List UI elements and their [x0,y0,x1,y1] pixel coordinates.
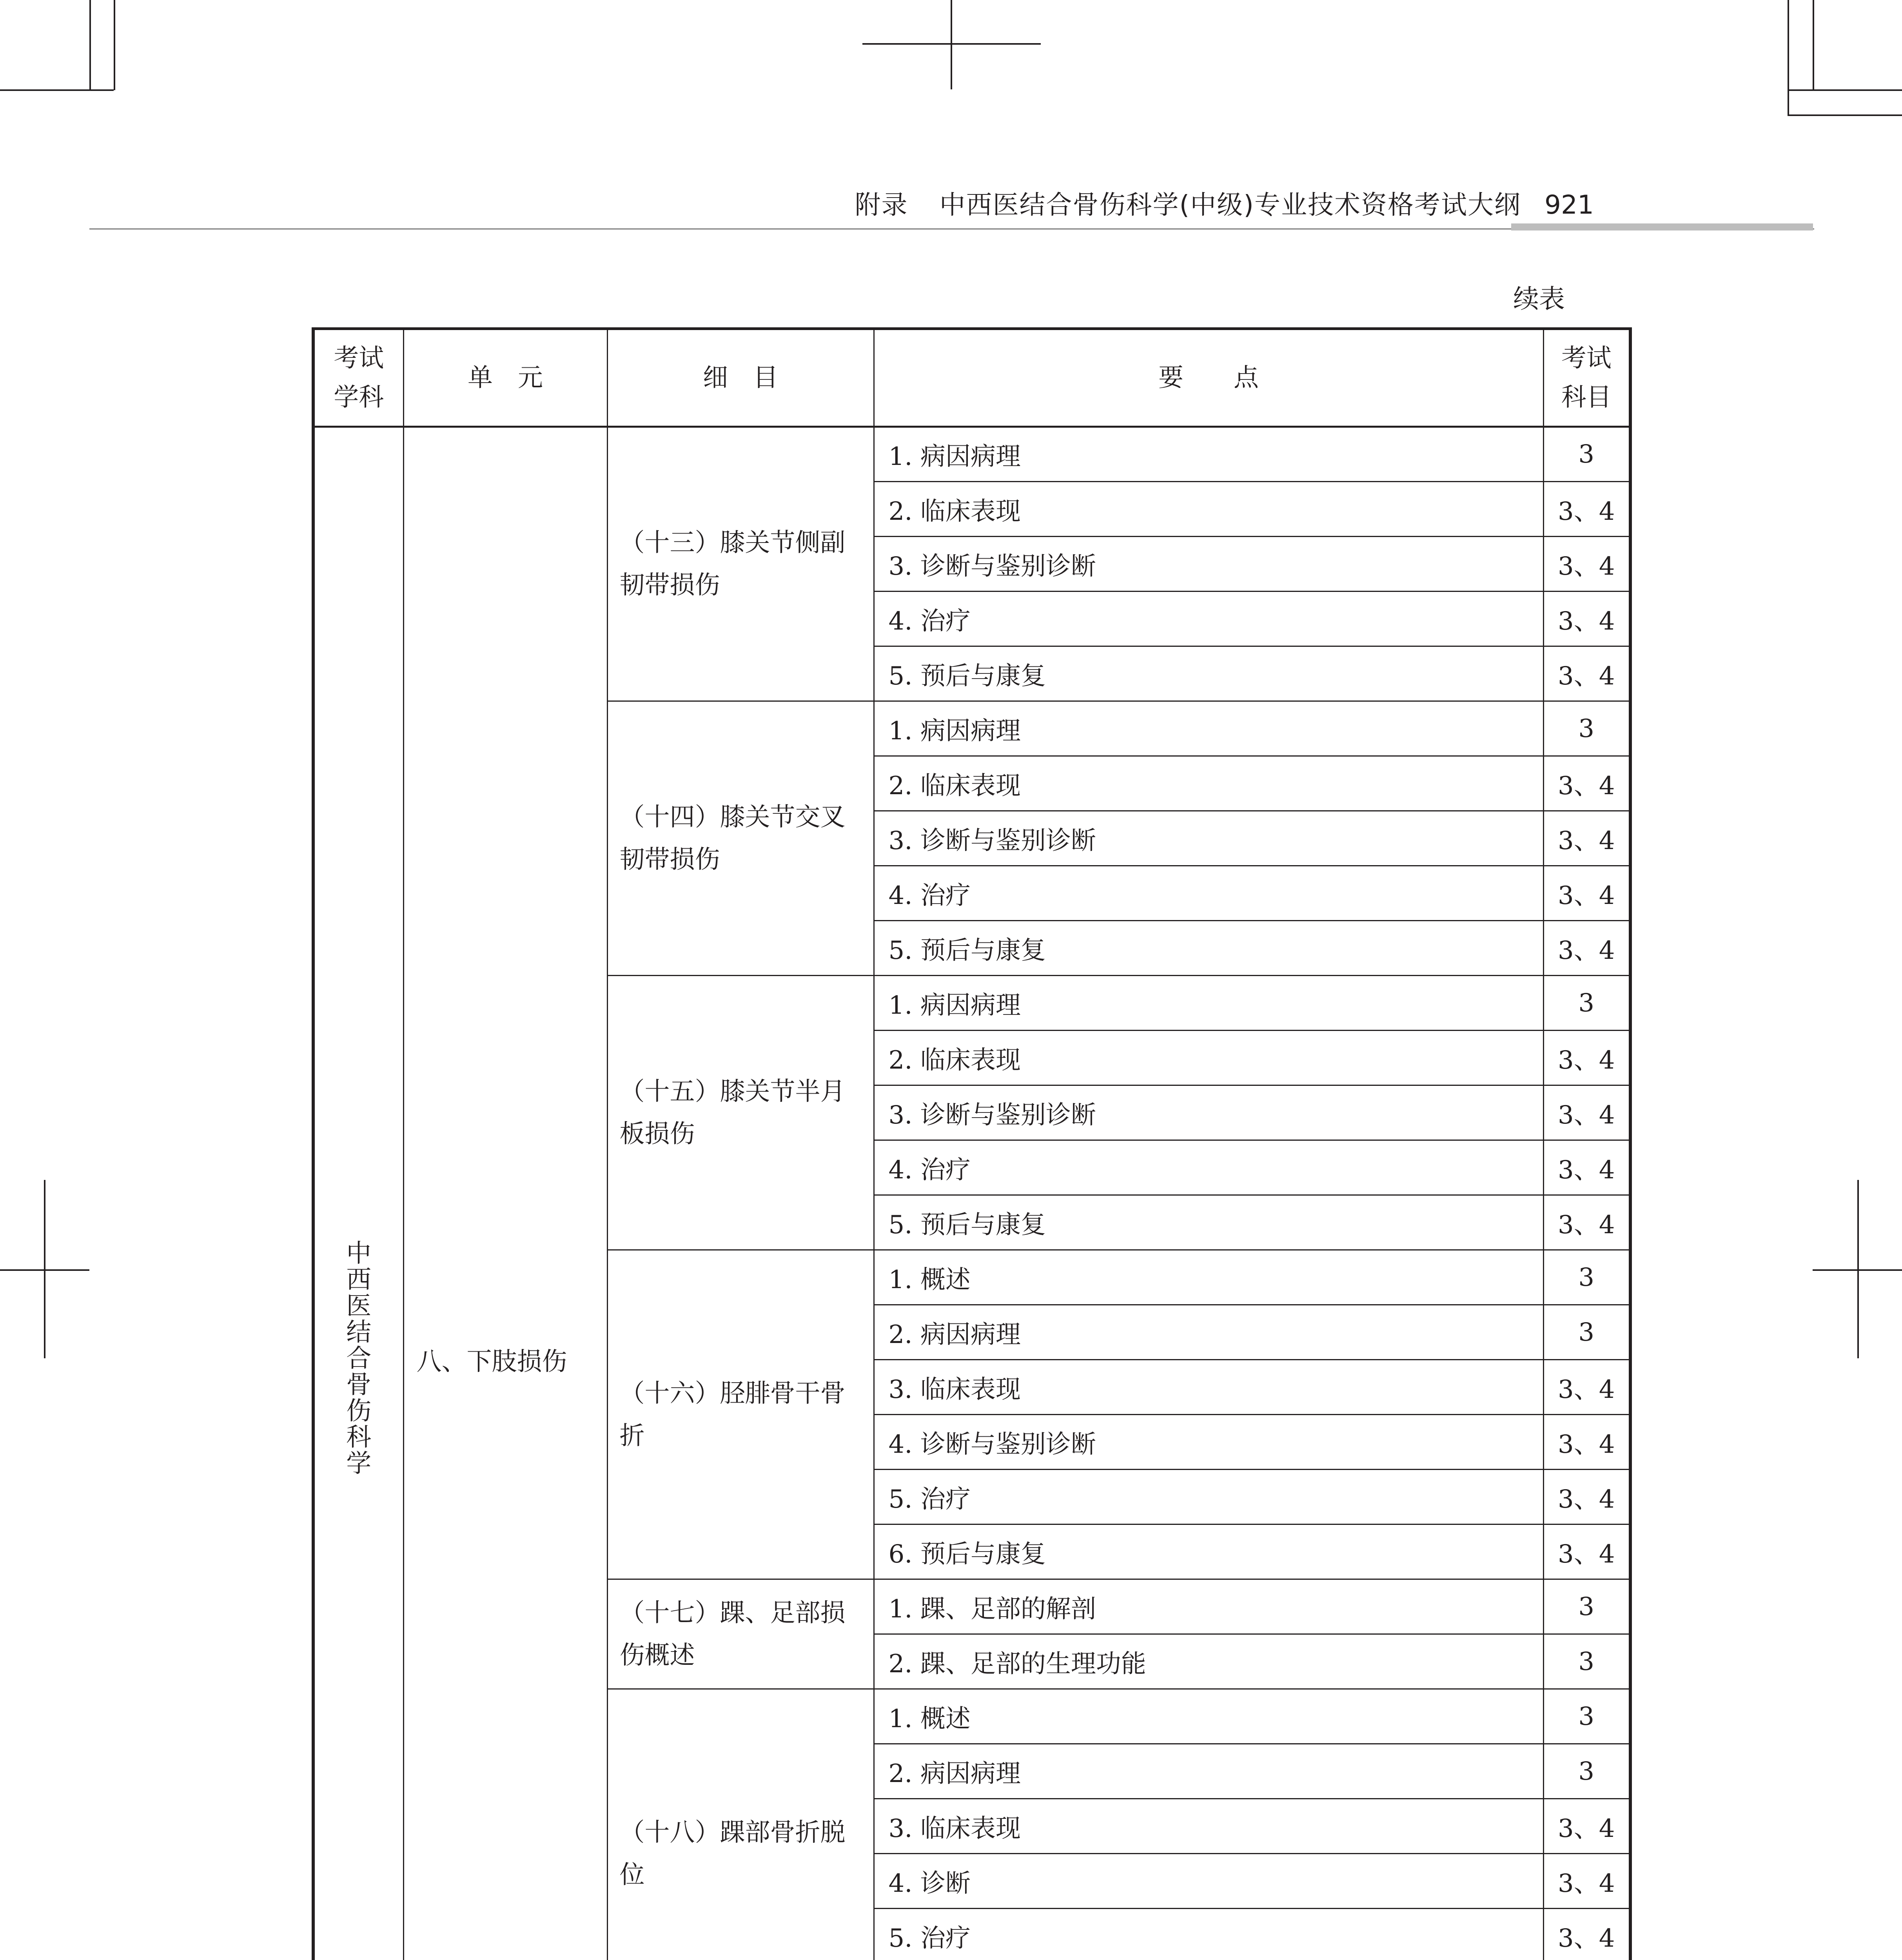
point-cell: 3. 诊断与鉴别诊断 [874,1085,1543,1140]
column-header-code [1543,329,1630,427]
table-row [313,427,1630,482]
point-cell: 4. 诊断 [874,1854,1543,1909]
exam-code-cell: 3、4 [1543,646,1630,701]
column-header-subject [313,329,403,427]
point-cell: 6. 预后与康复 [874,1524,1543,1579]
detail-cell: （十四）膝关节交叉韧带损伤 [607,701,874,976]
header-accent-bar [1511,223,1813,230]
point-cell: 5. 预后与康复 [874,646,1543,701]
point-cell: 4. 治疗 [874,592,1543,646]
point-cell: 4. 治疗 [874,1140,1543,1195]
point-cell: 5. 预后与康复 [874,1195,1543,1250]
column-header-point [874,329,1543,427]
point-cell: 2. 病因病理 [874,1305,1543,1360]
page-number: 921 [1544,190,1594,220]
registration-mark [862,43,1041,45]
point-cell: 2. 病因病理 [874,1744,1543,1799]
exam-code-cell: 3、4 [1543,866,1630,921]
column-header-detail [607,329,874,427]
point-cell: 4. 诊断与鉴别诊断 [874,1415,1543,1470]
column-header-label: 考试 学科 [334,344,384,412]
unit-cell: 八、下肢损伤 [403,427,607,1960]
registration-mark [0,1269,89,1271]
exam-code-cell: 3、4 [1543,1140,1630,1195]
detail-cell: （十三）膝关节侧副韧带损伤 [607,427,874,701]
exam-code-cell: 3 [1543,701,1630,756]
column-header-label: 细 目 [703,363,778,392]
point-cell: 2. 临床表现 [874,482,1543,537]
exam-code-cell: 3、4 [1543,1470,1630,1524]
table-header-row [313,329,1630,427]
syllabus-table [312,327,1632,1960]
exam-code-cell: 3 [1543,1634,1630,1689]
exam-code-cell: 3 [1543,976,1630,1031]
subject-name: 中西医结合骨伤科学 [346,1239,372,1478]
point-cell: 2. 临床表现 [874,756,1543,811]
point-cell: 2. 临床表现 [874,1031,1543,1085]
point-cell: 5. 预后与康复 [874,921,1543,976]
exam-code-cell: 3、4 [1543,1909,1630,1960]
crop-mark [89,0,91,90]
continued-label: 续表 [1513,284,1565,314]
point-cell: 1. 概述 [874,1689,1543,1744]
exam-code-cell: 3 [1543,1689,1630,1744]
subject-cell [313,427,403,1960]
exam-code-cell: 3、4 [1543,1085,1630,1140]
point-cell: 3. 诊断与鉴别诊断 [874,537,1543,592]
point-cell: 1. 概述 [874,1250,1543,1305]
exam-code-cell: 3、4 [1543,921,1630,976]
detail-cell: （十六）胫腓骨干骨折 [607,1250,874,1579]
point-cell: 3. 临床表现 [874,1360,1543,1415]
exam-code-cell: 3、4 [1543,1854,1630,1909]
header-title: 中西医结合骨伤科学(中级)专业技术资格考试大纲 [939,190,1521,220]
exam-code-cell: 3、4 [1543,592,1630,646]
crop-mark [0,89,114,91]
exam-code-cell: 3、4 [1543,1360,1630,1415]
detail-cell: （十五）膝关节半月板损伤 [607,976,874,1250]
exam-code-cell: 3、4 [1543,1524,1630,1579]
exam-code-cell: 3、4 [1543,1031,1630,1085]
exam-code-cell: 3 [1543,1305,1630,1360]
appendix-label: 附录 [855,190,908,220]
exam-code-cell: 3、4 [1543,482,1630,537]
exam-code-cell: 3、4 [1543,1415,1630,1470]
exam-code-cell: 3、4 [1543,1195,1630,1250]
column-header-label: 单 元 [468,363,543,392]
exam-code-cell: 3、4 [1543,811,1630,866]
point-cell: 1. 病因病理 [874,976,1543,1031]
exam-code-cell: 3 [1543,1250,1630,1305]
exam-code-cell: 3 [1543,1579,1630,1634]
point-cell: 1. 病因病理 [874,427,1543,482]
point-cell: 3. 临床表现 [874,1799,1543,1854]
crop-mark [1813,0,1814,90]
point-cell: 4. 治疗 [874,866,1543,921]
registration-mark [1813,1269,1902,1271]
column-header-unit [403,329,607,427]
crop-mark [1788,114,1902,116]
point-cell: 3. 诊断与鉴别诊断 [874,811,1543,866]
column-header-label: 考试 科目 [1561,344,1612,412]
point-cell: 5. 治疗 [874,1909,1543,1960]
point-cell: 1. 病因病理 [874,701,1543,756]
exam-code-cell: 3 [1543,1744,1630,1799]
detail-cell: （十七）踝、足部损伤概述 [607,1579,874,1689]
crop-mark [1788,89,1902,91]
exam-code-cell: 3、4 [1543,1799,1630,1854]
column-header-label: 要 点 [1158,363,1259,392]
exam-code-cell: 3、4 [1543,537,1630,592]
running-header [745,187,1521,223]
exam-code-cell: 3、4 [1543,756,1630,811]
detail-cell: （十八）踝部骨折脱位 [607,1689,874,1960]
crop-mark [1788,0,1789,116]
registration-mark [951,0,952,89]
table-body [313,427,1630,1960]
point-cell: 1. 踝、足部的解剖 [874,1579,1543,1634]
crop-mark [114,0,115,90]
exam-code-cell: 3 [1543,427,1630,482]
point-cell: 2. 踝、足部的生理功能 [874,1634,1543,1689]
point-cell: 5. 治疗 [874,1470,1543,1524]
